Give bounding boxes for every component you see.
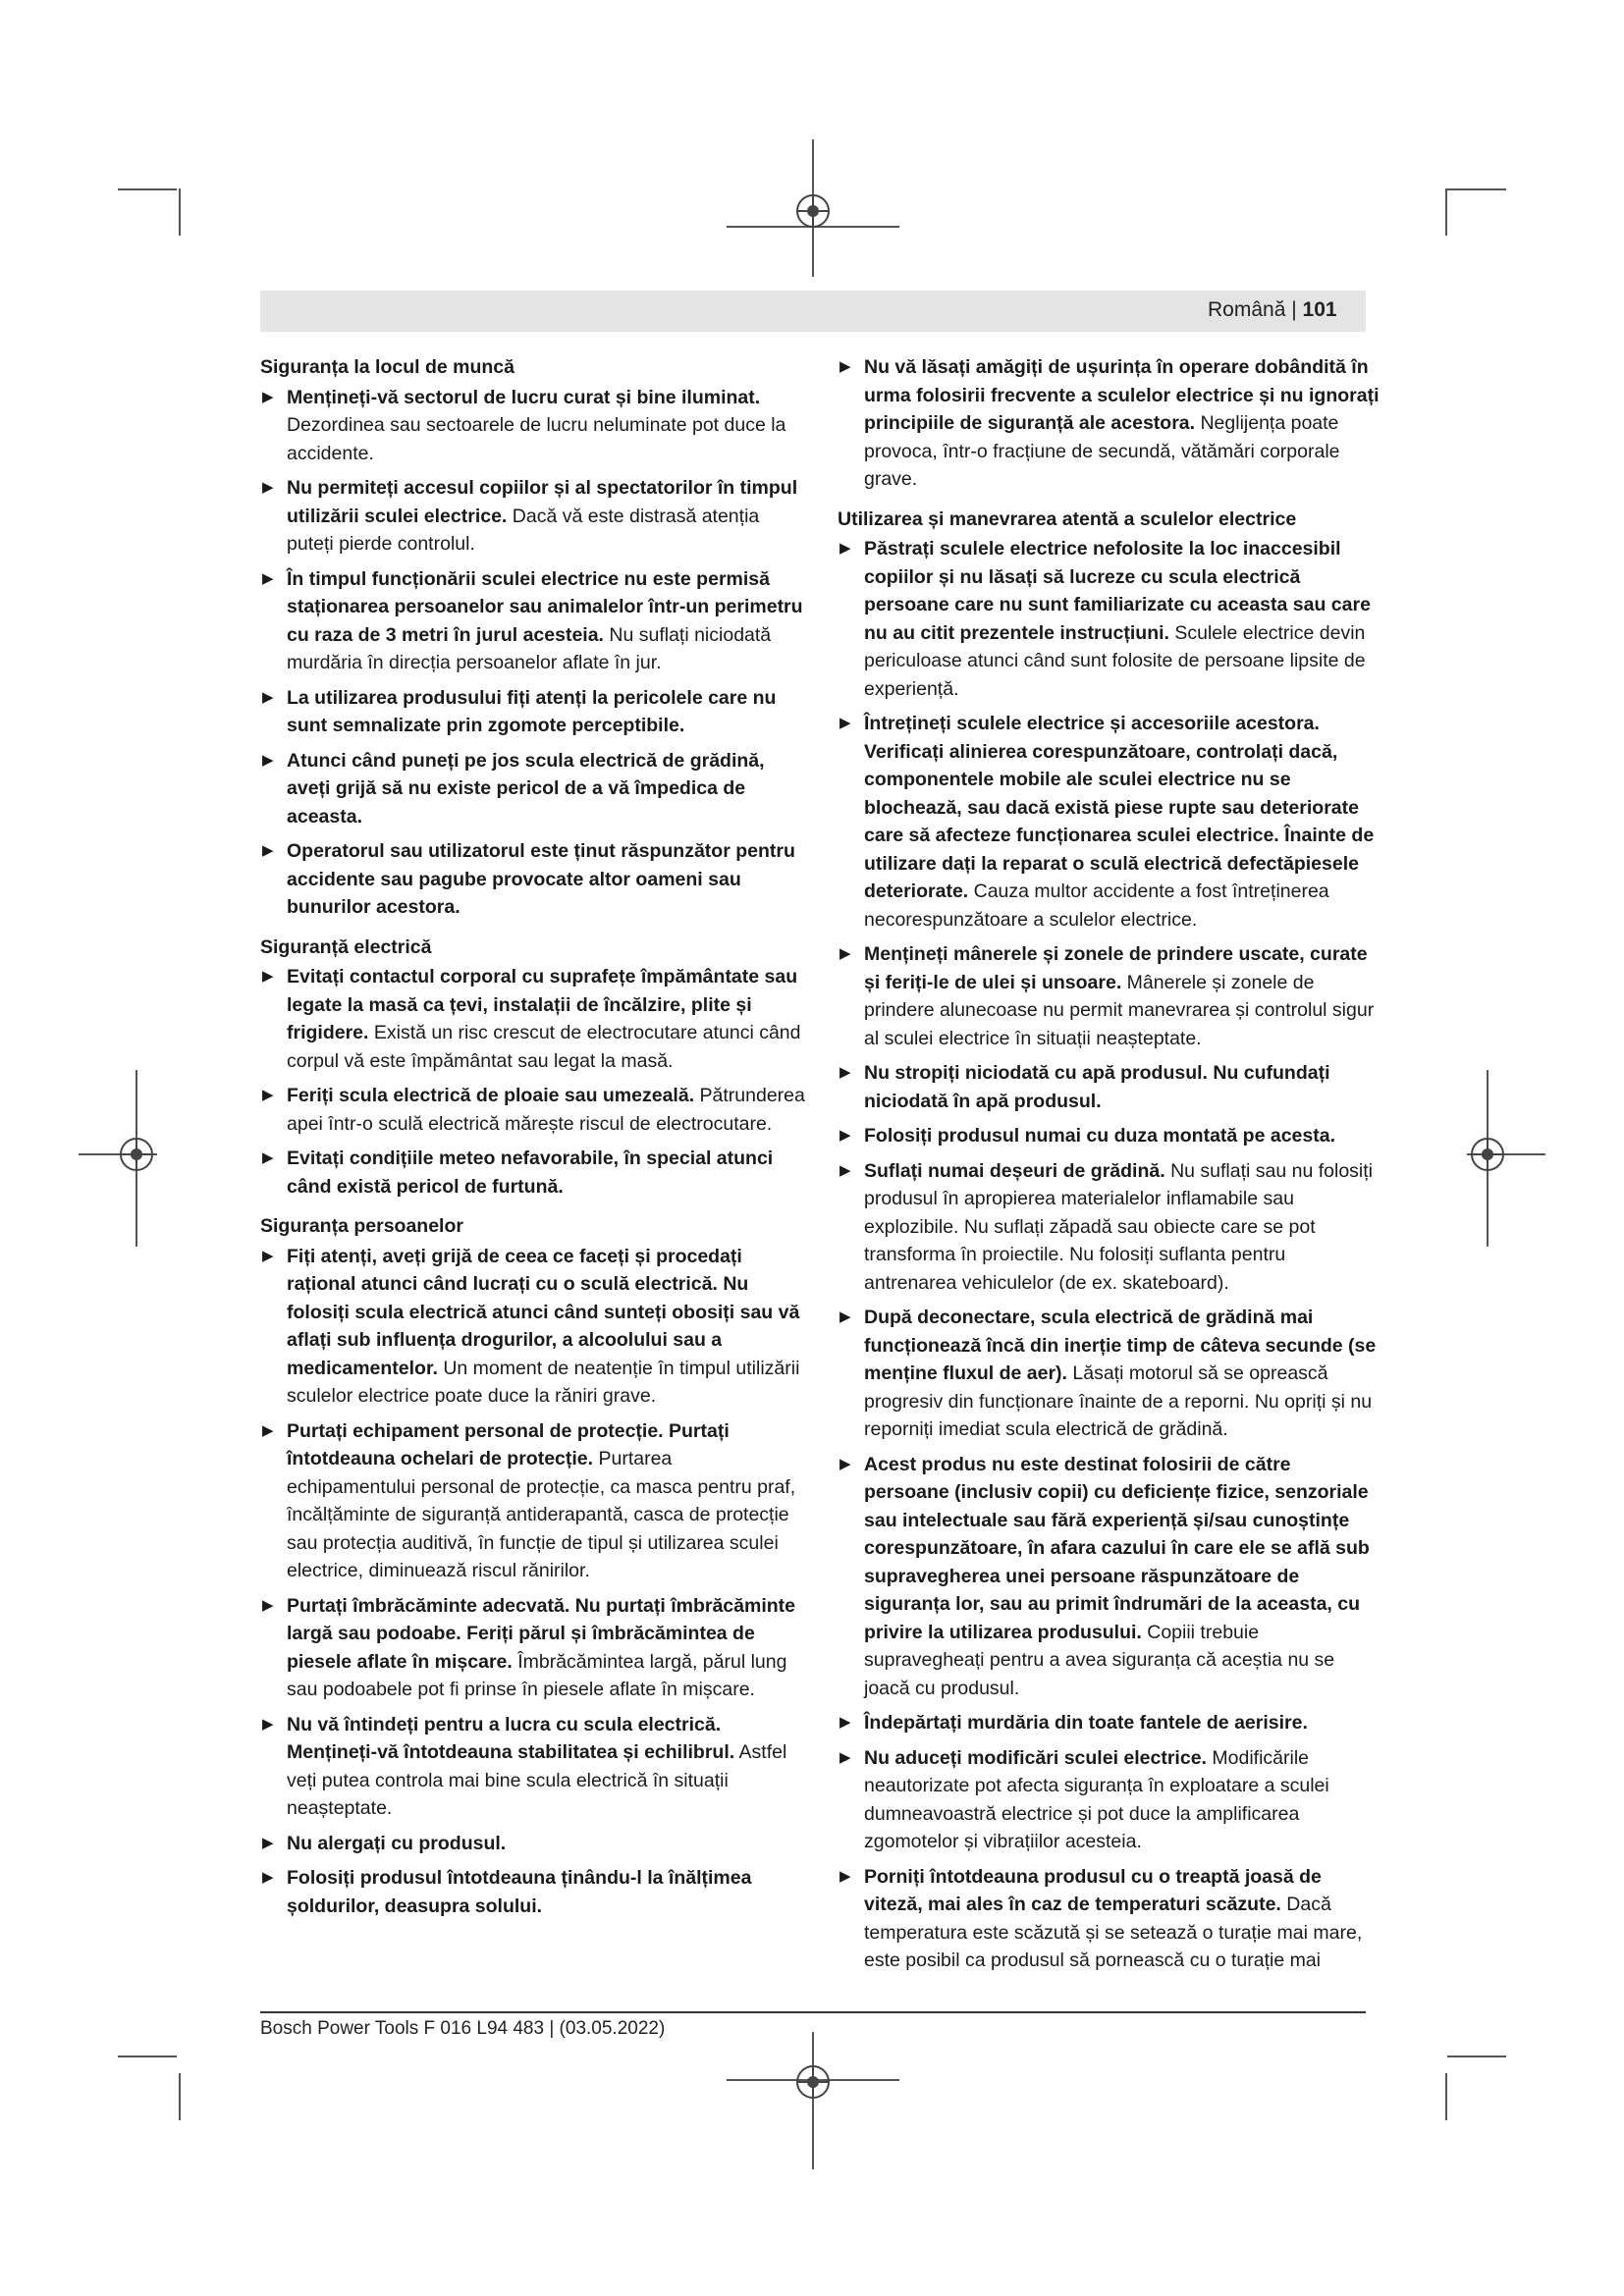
list-item	[260, 565, 805, 677]
item-text: Pătrunderea apei într-o sculă electrică mărește riscul de electrocutare.	[287, 1085, 805, 1135]
right-column	[838, 353, 1380, 1982]
bullet-arrow-icon: ▶	[262, 751, 274, 769]
list-item	[838, 1709, 1380, 1737]
bullet-arrow-icon: ▶	[262, 688, 274, 706]
bullet-arrow-icon: ▶	[262, 1834, 274, 1851]
crop-mark	[1447, 188, 1506, 190]
list-item	[260, 474, 805, 559]
item-bold-text: La utilizarea produsului fiți atenți la pericolele care nu sunt semnalizate prin zgomote perceptibile.	[287, 686, 777, 736]
bullet-arrow-icon: ▶	[262, 1869, 274, 1886]
bullet-arrow-icon: ▶	[262, 1247, 274, 1264]
bullet-arrow-icon: ▶	[262, 569, 274, 587]
list-item	[260, 1864, 805, 1920]
crop-mark	[1445, 188, 1447, 236]
list-item	[838, 1059, 1380, 1115]
item-text: Există un risc crescut de electrocutare atunci când corpul vă este împământat sau legat la masă.	[287, 1022, 801, 1072]
list-item	[260, 747, 805, 831]
item-bold-text: Evitați condițiile meteo nefavorabile, în special atunci când există pericol de furtună.	[287, 1148, 774, 1198]
bullet-arrow-icon: ▶	[262, 1149, 274, 1166]
list-item	[260, 384, 805, 468]
item-text: Astfel veți putea controla mai bine scula electrică în situații neașteptate.	[287, 1741, 787, 1819]
list-item	[260, 1592, 805, 1704]
item-text: Copiii trebuie supravegheați pentru a avea siguranța că aceștia nu se joacă cu produsul.	[864, 1621, 1335, 1699]
item-bold-text: Porniți întotdeauna produsul cu o treaptă joasă de viteză, mai ales în caz de temperaturi scăzute.	[864, 1865, 1322, 1915]
list-item	[260, 684, 805, 740]
registration-target-icon	[796, 2065, 830, 2099]
registration-line	[812, 2032, 814, 2169]
bullet-arrow-icon: ▶	[262, 1421, 274, 1439]
item-bold-text: Îndepărtați murdăria din toate fantele de aerisire.	[864, 1712, 1308, 1734]
list-item	[838, 1451, 1380, 1703]
bullet-arrow-icon: ▶	[839, 1161, 851, 1179]
crop-mark	[179, 188, 181, 236]
bullet-arrow-icon: ▶	[262, 842, 274, 859]
list-item	[260, 963, 805, 1075]
list-item	[838, 1122, 1380, 1150]
bullet-arrow-icon: ▶	[839, 1064, 851, 1081]
header-language: Română	[1208, 298, 1286, 321]
item-text: Îmbrăcămintea largă, părul lung sau podoabele pot fi prinse în piesele aflate în mișcare.	[287, 1650, 787, 1700]
item-bold-text: Acest produs nu este destinat folosirii de către persoane (inclusiv copii) cu deficiențe fizice, senzoriale sau intelectuale sau fără experiență și/sau cunoștințe corespunzătoare, în afara cazului în care ele se află sub supravegherea unei persoane răspunzătoare de siguranța lor, sau au primit îndrumări de la aceasta, cu privire la utilizarea produsului.	[864, 1453, 1370, 1643]
footer-rule	[260, 2011, 1366, 2013]
list-item	[260, 1243, 805, 1411]
bullet-arrow-icon: ▶	[839, 1714, 851, 1731]
item-bold-text: Păstrați sculele electrice nefolosite la loc inaccesibil copiilor și nu lăsați să lucreze cu scula electrică persoane care nu sunt familiarizate cu aceasta sau care nu au citit prezentele instrucțiuni.	[864, 538, 1371, 644]
bullet-arrow-icon: ▶	[839, 358, 851, 375]
list-item	[838, 940, 1380, 1052]
footer-text: Bosch Power Tools F 016 L94 483 | (03.05.2022)	[260, 2018, 666, 2039]
item-bold-text: Întrețineți sculele electrice și accesoriile acestora. Verificați alinierea corespunzătoare, controlați dacă, componentele mobile ale sculei electrice nu se blochează, sau dacă există piese rupte sau deteriorate care să afecteze funcționarea sculei electrice. Înainte de utilizare dați la reparat o sculă electrică defectăpiesele deteriorate.	[864, 713, 1375, 902]
bullet-arrow-icon: ▶	[262, 1715, 274, 1733]
item-bold-text: Folosiți produsul întotdeauna ținându-l la înălțimea șoldurilor, deasupra solului.	[287, 1867, 752, 1917]
section-heading: Siguranța la locul de muncă	[260, 356, 514, 378]
item-bold-text: Nu permiteți accesul copiilor și al spectatorilor în timpul utilizării sculei electrice.	[287, 477, 798, 527]
item-text: Dacă vă este distrasă atenția puteți pierde controlul.	[287, 505, 760, 555]
item-text: Dacă temperatura este scăzută și se setează o turație mai mare, este posibil ca produsul să pornească cu o turație mai	[864, 1894, 1363, 1971]
item-bold-text: După deconectare, scula electrică de grădină mai funcționează încă din inerție timp de câteva secunde (se menține fluxul de aer).	[864, 1307, 1377, 1384]
page-header	[1208, 298, 1337, 322]
list-item	[838, 710, 1380, 934]
item-bold-text: Nu vă lăsați amăgiți de ușurința în operare dobândită în urma folosirii frecvente a sculelor electrice și nu ignorați principiile de siguranță ale acestora.	[864, 356, 1380, 434]
item-bold-text: Suflați numai deșeuri de grădină.	[864, 1159, 1165, 1182]
bullet-arrow-icon: ▶	[262, 479, 274, 496]
item-text: Cauza multor accidente a fost întreținerea necorespunzătoare a sculelor electrice.	[864, 881, 1329, 931]
bullet-arrow-icon: ▶	[839, 1748, 851, 1766]
item-bold-text: Purtați îmbrăcăminte adecvată. Nu purtați îmbrăcăminte largă sau podoabe. Feriți părul și îmbrăcămintea de piesele aflate în mișcare.	[287, 1594, 795, 1673]
list-item	[838, 535, 1380, 703]
section-heading: Siguranță electrică	[260, 935, 432, 958]
item-bold-text: Nu vă întindeți pentru a lucra cu scula electrică. Mențineți-vă întotdeauna stabilitatea și echilibrul.	[287, 1713, 735, 1763]
bullet-arrow-icon: ▶	[262, 1596, 274, 1614]
list-item	[838, 1863, 1380, 1975]
bullet-arrow-icon: ▶	[839, 1455, 851, 1472]
registration-target-icon	[120, 1138, 153, 1171]
header-separator: |	[1291, 298, 1297, 321]
left-column	[260, 353, 805, 1927]
item-bold-text: Feriți scula electrică de ploaie sau umezeală.	[287, 1085, 695, 1106]
item-text: Modificările neautorizate pot afecta siguranța în exploatare a sculei dumneavoastră electrice și pot duce la amplificarea zgomotelor și vibrațiilor acesteia.	[864, 1746, 1329, 1852]
bullet-arrow-icon: ▶	[839, 945, 851, 962]
list-item	[260, 837, 805, 922]
item-text: Un moment de neatenție în timpul utilizării sculelor electrice poate duce la răniri grave.	[287, 1357, 800, 1407]
section-heading: Utilizarea și manevrarea atentă a sculelor electrice	[838, 507, 1297, 530]
list-item	[260, 1082, 805, 1138]
crop-mark	[1447, 2056, 1506, 2057]
registration-target-icon	[796, 194, 830, 228]
item-bold-text: Nu alergați cu produsul.	[287, 1832, 507, 1854]
bullet-arrow-icon: ▶	[262, 968, 274, 985]
crop-mark	[118, 188, 177, 190]
crop-mark	[1445, 2073, 1447, 2120]
item-bold-text: Mențineți-vă sectorul de lucru curat și bine iluminat.	[287, 386, 761, 408]
section-heading: Siguranța persoanelor	[260, 1215, 463, 1237]
item-bold-text: Evitați contactul corporal cu suprafețe împământate sau legate la masă ca țevi, instalații de încălzire, plite și frigidere.	[287, 966, 798, 1043]
bullet-arrow-icon: ▶	[839, 715, 851, 731]
bullet-arrow-icon: ▶	[839, 1308, 851, 1325]
list-item	[838, 353, 1380, 494]
item-text: Lăsați motorul să se oprească progresiv din funcționare înainte de a reporni. Nu opriți și nu reporniți imediat scula electrică de grădină.	[864, 1362, 1373, 1440]
item-text: Purtarea echipamentului personal de protecție, ca masca pentru praf, încălțăminte de siguranță antiderapantă, casca de protecție sau protecția auditivă, în funcție de tipul și utilizarea sculei electrice, diminuează riscul rănirilor.	[287, 1448, 796, 1581]
item-bold-text: Purtați echipament personal de protecție. Purtați întotdeauna ochelari de protecție.	[287, 1419, 730, 1469]
list-item	[260, 1830, 805, 1858]
bullet-arrow-icon: ▶	[262, 1087, 274, 1103]
crop-mark	[179, 2073, 181, 2120]
bullet-arrow-icon: ▶	[839, 540, 851, 557]
item-text: Nu suflați niciodată murdăria în direcția persoanelor aflate în jur.	[287, 623, 772, 673]
item-bold-text: Fiți atenți, aveți grijă de ceea ce faceți și procedați rațional atunci când lucrați cu o sculă electrică. Nu folosiți scula electrică atunci când sunteți obosiți sau vă aflați sub influența drogurilor, a alcoolului sau a medicamentelor.	[287, 1245, 800, 1379]
list-item	[260, 1711, 805, 1823]
list-item	[838, 1304, 1380, 1444]
item-text: Sculele electrice devin periculoase atunci când sunt folosite de persoane lipsite de experiență.	[864, 621, 1366, 700]
list-item	[260, 1417, 805, 1585]
header-bar	[260, 291, 1366, 332]
item-bold-text: Atunci când puneți pe jos scula electrică de grădină, aveți grijă să nu existe pericol de a vă împedica de aceasta.	[287, 749, 765, 828]
crop-mark	[118, 2056, 177, 2057]
bullet-arrow-icon: ▶	[839, 1127, 851, 1144]
item-text: Nu suflați sau nu folosiți produsul în apropierea materialelor inflamabile sau explozibile. Nu suflați zăpadă sau obiecte care se pot transforma în proiectile. Nu folosiți suflanta pentru antrenarea vehiculelor (de ex. skateboard).	[864, 1159, 1374, 1294]
item-bold-text: În timpul funcționării sculei electrice nu este permisă staționarea persoanelor sau animalelor într-un perimetru cu raza de 3 metri în jurul acesteia.	[287, 567, 803, 646]
list-item	[838, 1744, 1380, 1856]
item-bold-text: Mențineți mânerele și zonele de prindere uscate, curate și feriți-le de ulei și unsoare.	[864, 943, 1368, 993]
item-bold-text: Nu stropiți niciodată cu apă produsul. Nu cufundați niciodată în apă produsul.	[864, 1062, 1330, 1112]
bullet-arrow-icon: ▶	[839, 1867, 851, 1885]
list-item	[260, 1145, 805, 1201]
item-bold-text: Operatorul sau utilizatorul este ținut răspunzător pentru accidente sau pagube provocate altor oameni sau bunurilor acestora.	[287, 840, 795, 918]
bullet-arrow-icon: ▶	[262, 388, 274, 405]
item-text: Neglijența poate provoca, într-o fracțiune de secundă, vătămări corporale grave.	[864, 412, 1340, 490]
item-text: Dezordinea sau sectoarele de lucru neluminate pot duce la accidente.	[287, 414, 786, 464]
item-bold-text: Nu aduceți modificări sculei electrice.	[864, 1746, 1207, 1769]
page-number: 101	[1302, 298, 1337, 321]
registration-target-icon	[1471, 1138, 1504, 1171]
item-text: Mânerele și zonele de prindere alunecoase nu permit manevrarea și controlul sigur al sculei electrice în situații neașteptate.	[864, 971, 1375, 1049]
list-item	[838, 1157, 1380, 1298]
item-bold-text: Folosiți produsul numai cu duza montată pe acesta.	[864, 1125, 1335, 1147]
